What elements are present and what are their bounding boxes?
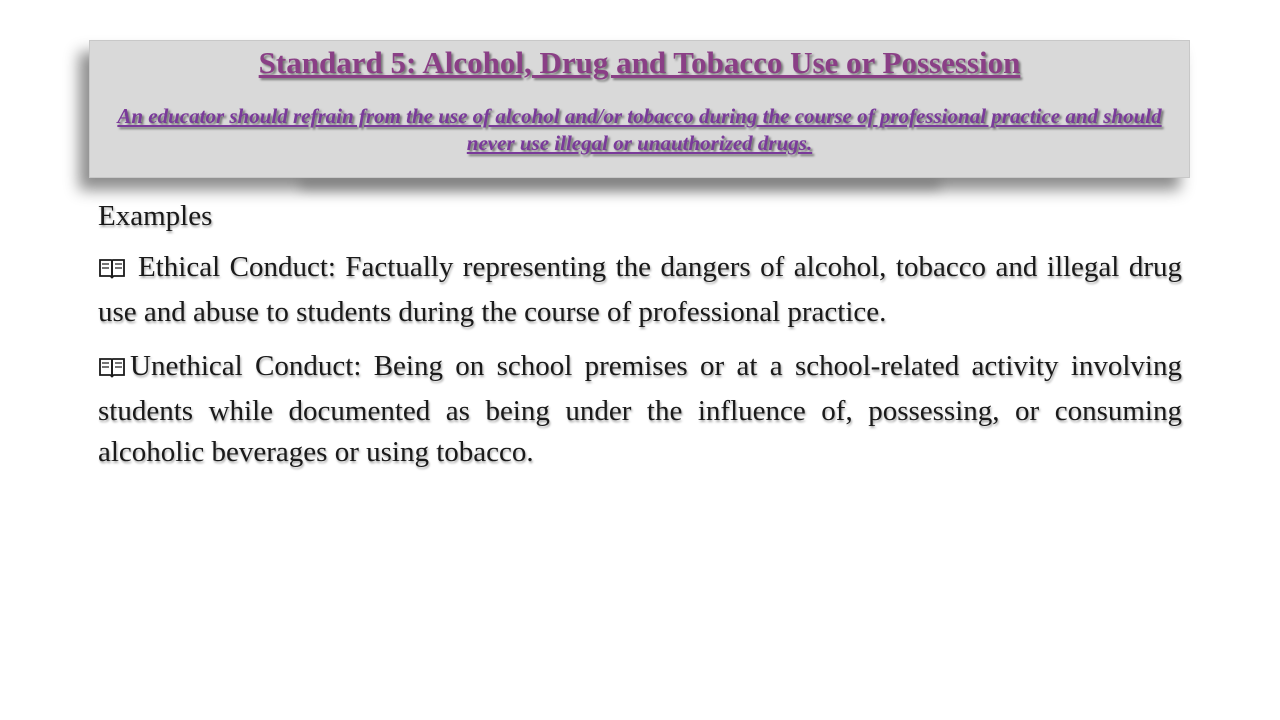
example-unethical-text: Unethical Conduct: Being on school premises or at a school-related activity involving students while documented as being under the influence of, possessing, or consuming alcoholic beverages or using tobacco.	[98, 350, 1182, 468]
book-icon	[98, 251, 126, 292]
title-shadow	[300, 180, 940, 190]
examples-heading: Examples	[98, 200, 213, 232]
example-ethical-text: Ethical Conduct: Factually representing the dangers of alcohol, tobacco and illegal drug use and abuse to students during the course of professional practice.	[98, 251, 1182, 328]
slide-title: Standard 5: Alcohol, Drug and Tobacco Use or Possession	[258, 45, 1021, 80]
title-box	[89, 40, 1190, 178]
content-body	[98, 196, 1182, 486]
example-unethical	[98, 346, 1182, 473]
book-icon	[98, 350, 126, 391]
slide-subtitle: An educator should refrain from the use of alcohol and/or tobacco during the course of professional practice and should never use illegal or unauthorized drugs.	[117, 104, 1162, 155]
example-ethical	[98, 247, 1182, 333]
